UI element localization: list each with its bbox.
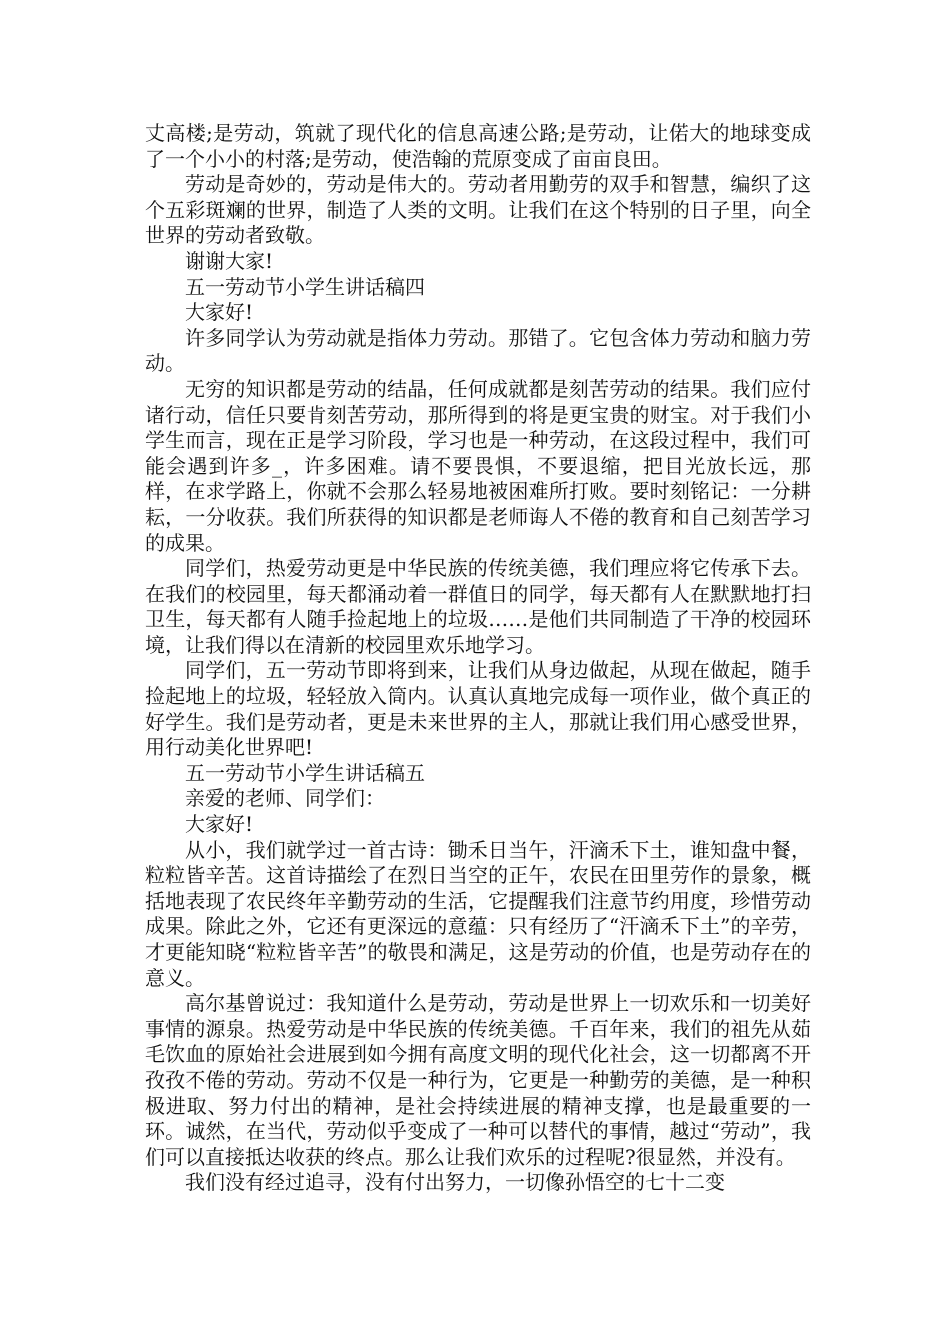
paragraph-7: 无穷的知识都是劳动的结晶，任何成就都是刻苦劳动的结果。我们应付诸行动，信任只要肯刻苦劳动，那所得到的将是更宝贵的财宝。对于我们小学生而言，现在正是学习阶段，学习也是一种劳动，在这段过程中，我们可能会遇到许多_，许多困难。请不要畏惧，不要退缩，把目光放长远，那样，在求学路上，你就不会那么轻易地被困难所打败。要时刻铭记：一分耕耘，一分收获。我们所获得的知识都是老师诲人不倦的教育和自己刻苦学习的成果。 [145, 376, 811, 555]
paragraph-1: 丈高楼;是劳动，筑就了现代化的信息高速公路;是劳动，让偌大的地球变成了一个小小的村落;是劳动，使浩翰的荒原变成了亩亩良田。 [145, 121, 811, 171]
paragraph-9: 同学们，五一劳动节即将到来，让我们从身边做起，从现在做起，随手捡起地上的垃圾，轻轻放入筒内。认真认真地完成每一项作业，做个真正的好学生。我们是劳动者，更是未来世界的主人，那就让我们用心感受世界，用行动美化世界吧! [145, 658, 811, 760]
paragraph-14: 高尔基曾说过：我知道什么是劳动，劳动是世界上一切欢乐和一切美好事情的源泉。热爱劳动是中华民族的传统美德。千百年来，我们的祖先从茹毛饮血的原始社会进展到如今拥有高度文明的现代化社会，这一切都离不开孜孜不倦的劳动。劳动不仅是一种行为，它更是一种勤劳的美德，是一种积极进取、努力付出的精神，是社会持续进展的精神支撑，也是最重要的一环。诚然，在当代，劳动似乎变成了一种可以替代的事情，越过“劳动”，我们可以直接抵达收获的终点。那么让我们欢乐的过程呢?很显然，并没有。 [145, 991, 811, 1169]
salutation-5: 亲爱的老师、同学们： [185, 786, 385, 811]
paragraph-15: 我们没有经过追寻，没有付出努力，一切像孙悟空的七十二变 [185, 1170, 725, 1195]
paragraph-2: 劳动是奇妙的，劳动是伟大的。劳动者用勤劳的双手和智慧，编织了这个五彩斑斓的世界，制造了人类的文明。让我们在这个特别的日子里，向全世界的劳动者致敬。 [145, 172, 811, 248]
paragraph-13: 从小，我们就学过一首古诗：锄禾日当午，汗滴禾下土，谁知盘中餐，粒粒皆辛苦。这首诗描绘了在烈日当空的正午，农民在田里劳作的景象，概括地表现了农民终年辛勤劳动的生活，它提醒我们注意节约用度，珍惜劳动成果。除此之外，它还有更深远的意蕴：只有经历了“汗滴禾下土”的辛劳，才更能知晓“粒粒皆辛苦”的敬畏和满足，这是劳动的价值，也是劳动存在的意义。 [145, 837, 811, 990]
document-page [145, 121, 811, 1196]
section-title-5: 五一劳动节小学生讲话稿五 [185, 760, 425, 785]
section-title-4: 五一劳动节小学生讲话稿四 [185, 274, 425, 299]
paragraph-6: 许多同学认为劳动就是指体力劳动。那错了。它包含体力劳动和脑力劳动。 [145, 325, 811, 376]
greeting-4: 大家好! [185, 300, 254, 325]
closing-thanks: 谢谢大家! [185, 248, 274, 273]
paragraph-8: 同学们，热爱劳动更是中华民族的传统美德，我们理应将它传承下去。在我们的校园里，每天都涌动着一群值日的同学，每天都有人在默默地打扫卫生，每天都有人随手捡起地上的垃圾……是他们共同制造了干净的校园环境，让我们得以在清新的校园里欢乐地学习。 [145, 556, 811, 657]
greeting-5: 大家好! [185, 812, 254, 837]
